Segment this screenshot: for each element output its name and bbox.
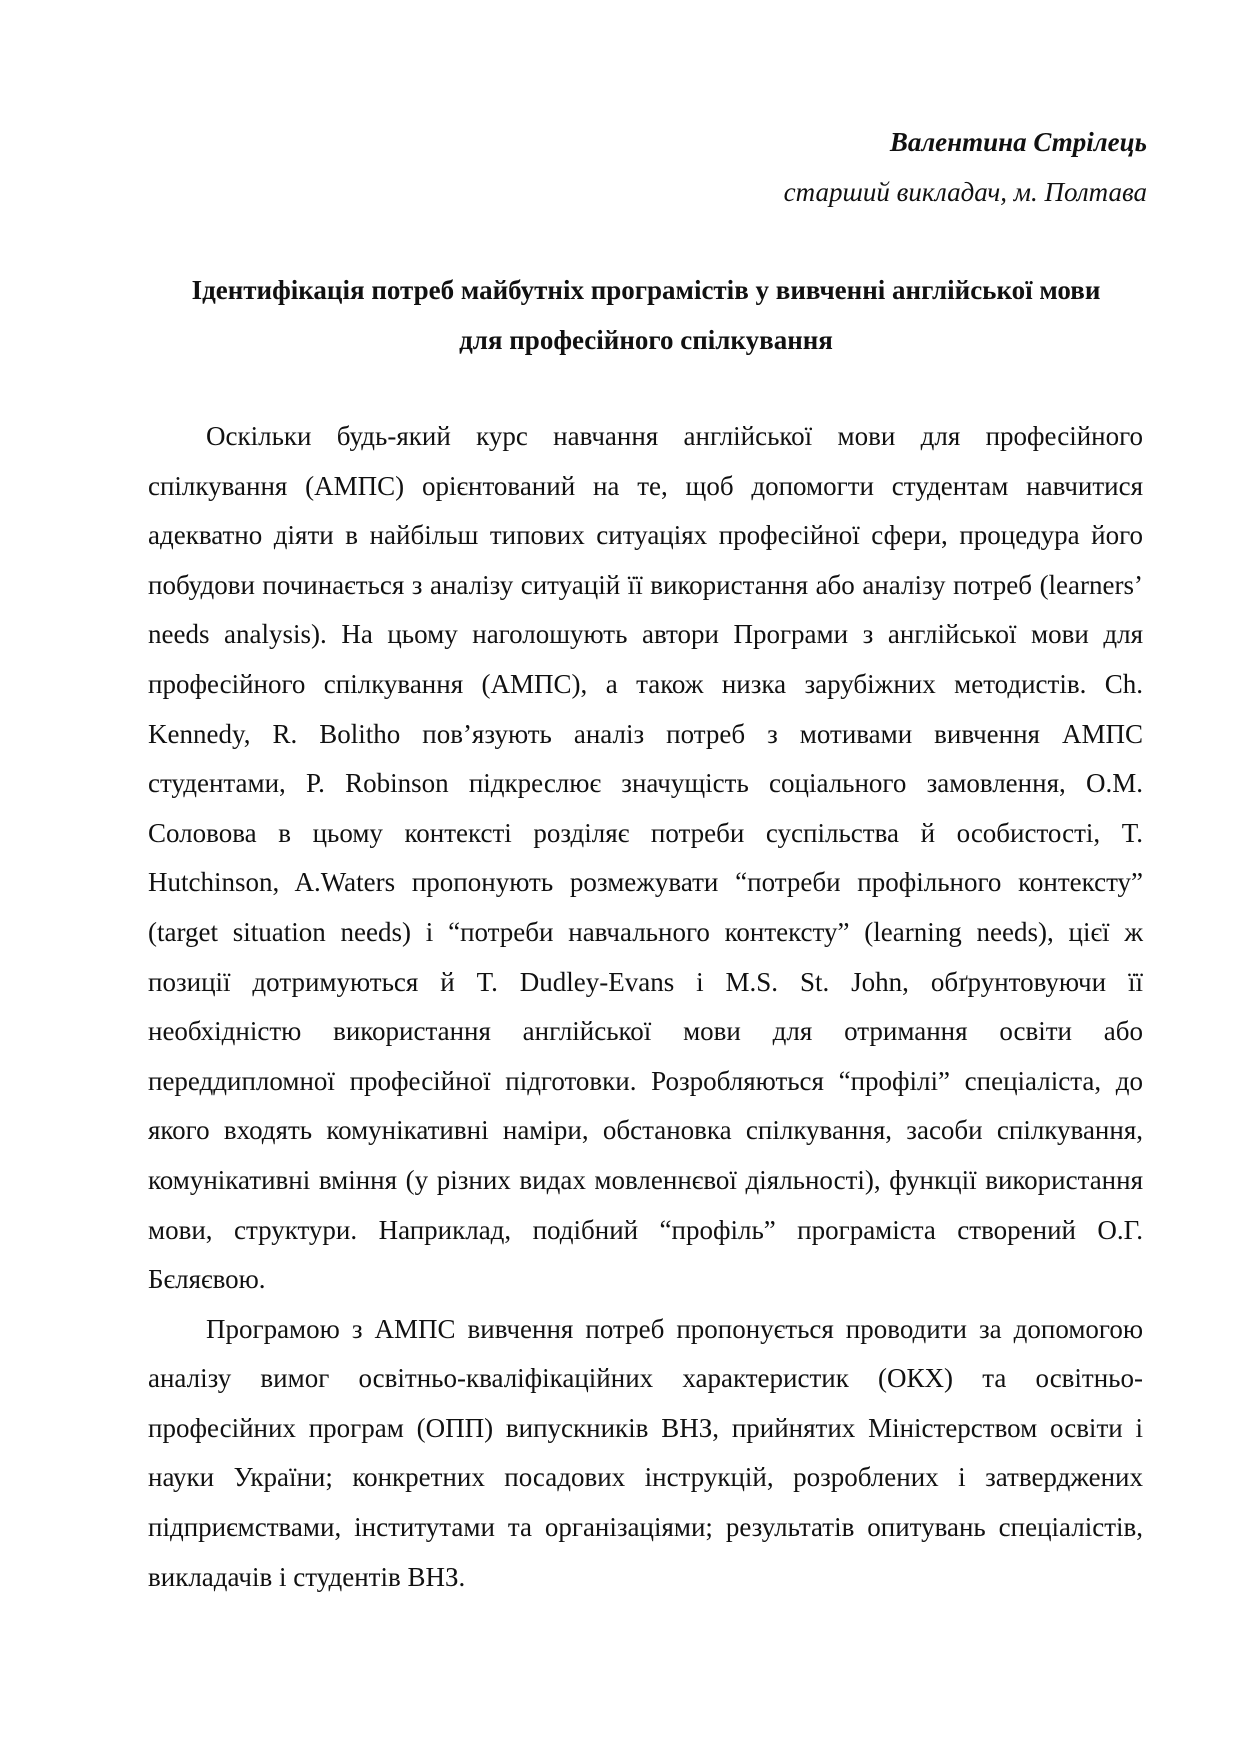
author-position: старший викладач, м. Полтава xyxy=(783,177,1147,207)
article-body xyxy=(148,412,1143,1602)
article-title-line-2: для професійного спілкування xyxy=(459,325,833,355)
author-block xyxy=(784,117,1147,217)
article-title xyxy=(150,265,1142,365)
article-title-line-1: Ідентифікація потреб майбутніх програмістів у вивченні англійської мови xyxy=(191,275,1101,305)
body-paragraph-1: Оскільки будь-який курс навчання англійської мови для професійного спілкування (АМПС) орієнтований на те, щоб допомогти студентам навчитися адекватно діяти в найбільш типових ситуаціях професійної сфери, процедура його побудови починається з аналізу ситуацій її використання або аналізу потреб (learners’ needs analysis). На цьому наголошують автори Програми з англійської мови для професійного спілкування (АМПС), а також низка зарубіжних методистів. Ch. Kennedy, R. Bolitho пов’язують аналіз потреб з мотивами вивчення АМПС студентами, P. Robinson підкреслює значущість соціального замовлення, О.М. Соловова в цьому контексті розділяє потреби суспільства й особистості, T. Hutchinson, A.Waters пропонують розмежувати “потреби профільного контексту” (target situation needs) і “потреби навчального контексту” (learning needs), цієї ж позиції дотримуються й T. Dudley-Evans і M.S. St. John, обґрунтовуючи її необхідністю використання англійської мови для отримання освіти або переддипломної професійної підготовки. Розробляються “профілі” спеціаліста, до якого входять комунікативні наміри, обстановка спілкування, засоби спілкування, комунікативні вміння (у різних видах мовленнєвої діяльності), функції використання мови, структури. Наприклад, подібний “профіль” програміста створений О.Г. Бєляєвою. xyxy=(148,421,1143,1295)
body-paragraph-2: Програмою з АМПС вивчення потреб пропонується проводити за допомогою аналізу вимог освітньо-кваліфікаційних характеристик (ОКХ) та освітньо-професійних програм (ОПП) випускників ВНЗ, прийнятих Міністерством освіти і науки України; конкретних посадових інструкцій, розроблених і затверджених підприємствами, інститутами та організаціями; результатів опитувань спеціалістів, викладачів і студентів ВНЗ. xyxy=(148,1313,1143,1592)
author-name: Валентина Стрілець xyxy=(889,127,1147,157)
